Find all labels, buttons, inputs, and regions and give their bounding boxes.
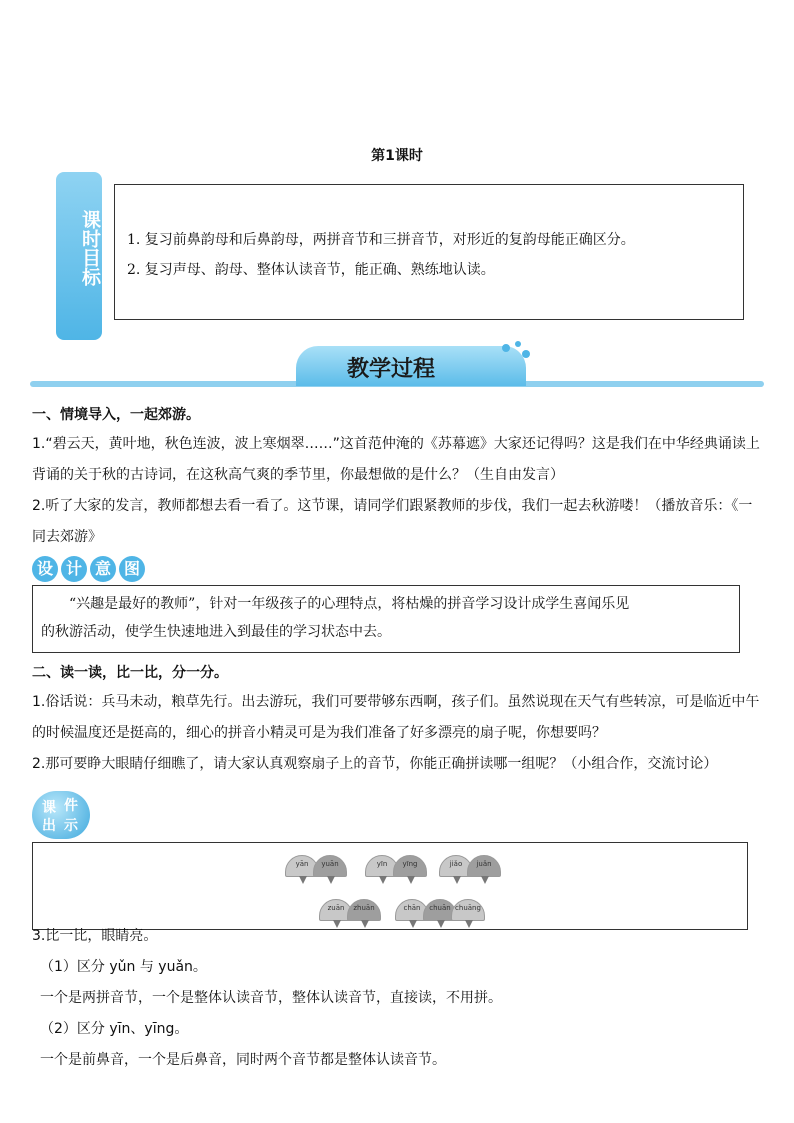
badge-char: 出 (42, 818, 56, 834)
section2-p2: 2.那可要睁大眼睛仔细瞧了，请大家认真观察扇子上的音节，你能正确拼读哪一组呢？（小组合作，交流讨论） (32, 756, 718, 772)
section1-p2-line1: 2.听了大家的发言，教师都想去看一看了。这节课，请同学们跟紧教师的步伐，我们一起去秋游喽！（播放音乐：《一 (32, 498, 753, 514)
fan-group (365, 855, 421, 877)
fan-icon: chuān (423, 899, 457, 921)
badge-char: 设 (32, 556, 58, 582)
fan-group (395, 899, 479, 921)
banner-label: 教学过程 (346, 357, 435, 382)
fan-group (319, 899, 375, 921)
badge-char: 图 (119, 556, 145, 582)
section3-sub1: （1）区分 yǔn 与 yuǎn。 (40, 959, 207, 975)
courseware-badge (32, 791, 90, 839)
fan-icon: chān (395, 899, 429, 921)
fan-icon: jiǎo (439, 855, 473, 877)
section2-p1-line2: 的时候温度还是挺高的，细心的拼音小精灵可是为我们准备了好多漂亮的扇子呢，你想要吗？ (32, 725, 606, 741)
fan-icon: zhuān (347, 899, 381, 921)
fan-icon: yuān (313, 855, 347, 877)
section3-heading: 3.比一比，眼睛亮。 (32, 928, 158, 944)
section3-sub2-text: 一个是前鼻音，一个是后鼻音，同时两个音节都是整体认读音节。 (40, 1052, 446, 1068)
objective-item-1: 1. 复习前鼻韵母和后鼻韵母，两拼音节和三拼音节，对形近的复韵母能正确区分。 (127, 232, 635, 248)
badge-char: 计 (61, 556, 87, 582)
objective-item-2: 2. 复习声母、韵母、整体认读音节，能正确、熟练地认读。 (127, 262, 495, 278)
objectives-box (114, 184, 744, 320)
badge-char: 件 (64, 798, 78, 814)
fan-icon: chuāng (451, 899, 485, 921)
badge-char: 课 (42, 800, 56, 816)
design-intent-badge (32, 556, 148, 582)
badge-char: 示 (64, 818, 78, 834)
fan-icon: yīn (365, 855, 399, 877)
fan-group (285, 855, 341, 877)
section3-sub1-text: 一个是两拼音节，一个是整体认读音节，整体认读音节，直接读，不用拼。 (40, 990, 502, 1006)
section-banner (296, 346, 526, 386)
fan-group (439, 855, 495, 877)
design-intent-line1: “兴趣是最好的教师”，针对一年级孩子的心理特点，将枯燥的拼音学习设计成学生喜闻乐见 (69, 596, 630, 612)
design-intent-box (32, 585, 740, 653)
fan-icon: juǎn (467, 855, 501, 877)
section2-heading: 二、读一读，比一比，分一分。 (32, 665, 228, 681)
section2-p1-line1: 1.俗话说：兵马未动，粮草先行。出去游玩，我们可要带够东西啊，孩子们。虽然说现在天气有些转凉，可是临近中午 (32, 694, 760, 710)
objectives-tab-label: 课时目标 (79, 210, 101, 286)
section1-p2-line2: 同去郊游》 (32, 529, 102, 545)
badge-char: 意 (90, 556, 116, 582)
section1-heading: 一、情境导入，一起郊游。 (32, 407, 200, 423)
fan-icon: zuān (319, 899, 353, 921)
section1-p1-line1: 1.“碧云天，黄叶地，秋色连波，波上寒烟翠……”这首范仲淹的《苏幕遮》大家还记得吗？这是我们在中华经典诵读上 (32, 436, 760, 452)
courseware-box (32, 842, 748, 930)
objectives-tab (56, 172, 102, 340)
fan-icon: yān (285, 855, 319, 877)
design-intent-line2: 的秋游活动，使学生快速地进入到最佳的学习状态中去。 (41, 624, 391, 640)
section1-p1-line2: 背诵的关于秋的古诗词，在这秋高气爽的季节里，你最想做的是什么？（生自由发言） (32, 467, 564, 483)
fan-icon: yīng (393, 855, 427, 877)
section3-sub2: （2）区分 yīn、yīng。 (40, 1021, 189, 1037)
splash-icon (496, 340, 536, 370)
lesson-title: 第1课时 (371, 148, 423, 164)
